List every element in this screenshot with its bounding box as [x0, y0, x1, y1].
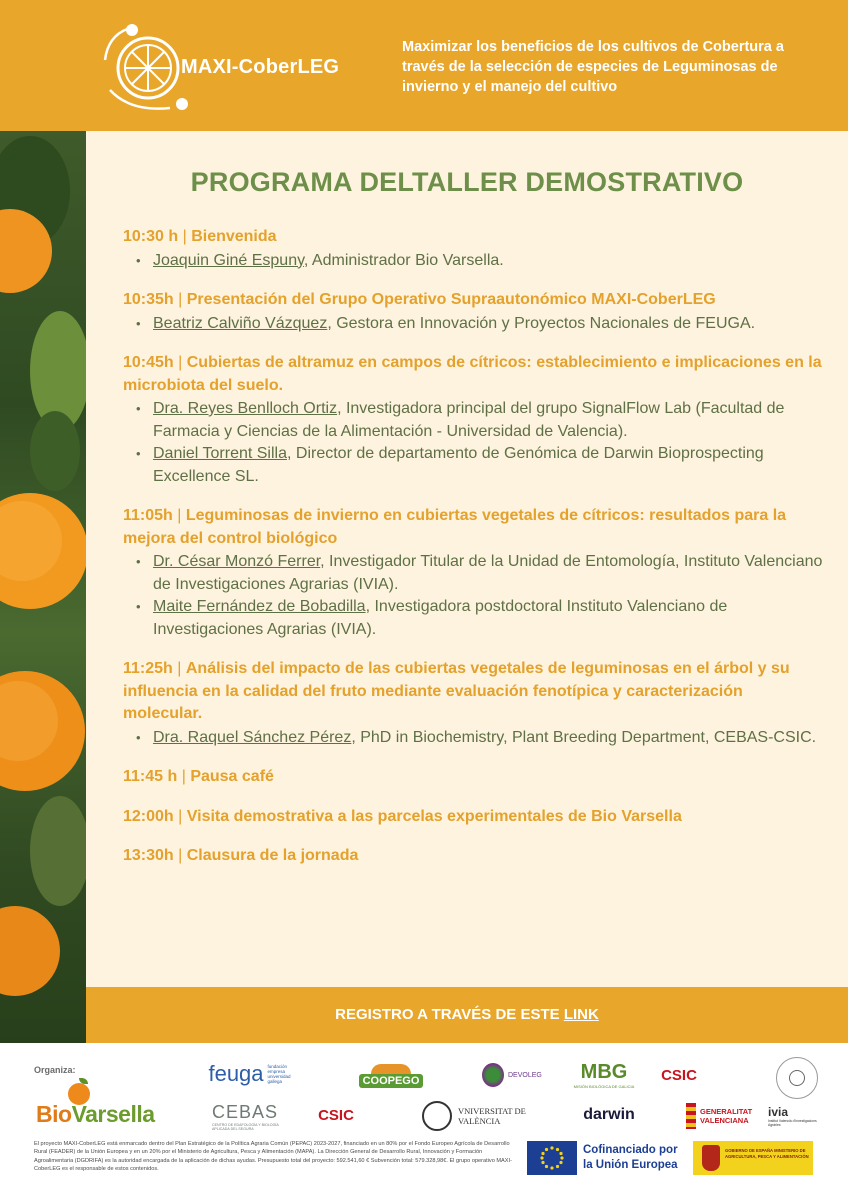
registration-link[interactable]: LINK: [563, 1006, 599, 1023]
agenda-item: [123, 658, 823, 749]
agenda-topic: Visita demostrativa a las parcelas experimentales de Bio Varsella: [186, 807, 682, 825]
generalitat-crest-icon: [686, 1103, 696, 1129]
agenda-item: [123, 505, 823, 641]
mbg-logo-text: MBG: [580, 1061, 628, 1083]
agenda-item: [123, 845, 823, 868]
agenda-time: 12:00h: [123, 807, 174, 825]
separator: |: [173, 291, 187, 308]
speaker-name-link[interactable]: Dr. César Monzó Ferrer: [153, 553, 321, 570]
organiza-label: Organiza:: [34, 1065, 76, 1075]
coopego-sun-icon: [371, 1064, 411, 1074]
agenda-item: [123, 352, 823, 488]
universitat-valencia-text: VNIVERSITAT DE VALÈNCIA: [458, 1106, 526, 1126]
universitat-valencia-logo: [422, 1099, 532, 1133]
biovarsella-varsella: Varsella: [71, 1101, 155, 1127]
speaker-role: , Investigador Titular de la Unidad de Entomología, Instituto Valenciano de Investigaciones Agrarias (IVIA).: [153, 553, 823, 593]
separator: |: [172, 507, 186, 524]
agenda-topic: Cubiertas de altramuz en campos de cítricos: establecimiento e implicaciones en la microbiota del suelo.: [123, 354, 822, 394]
cebas-logo: [212, 1101, 296, 1131]
orange-tree-photo: [0, 131, 86, 1043]
agenda-time: 10:45h: [123, 354, 174, 371]
cebas-logo-text: CEBAS: [212, 1101, 279, 1122]
agenda-list: [123, 226, 823, 885]
agenda-item-heading: [123, 289, 823, 312]
separator: |: [173, 354, 187, 371]
speaker-name-link[interactable]: Beatriz Calviño Vázquez: [153, 314, 328, 332]
agenda-time: 11:25h: [123, 660, 173, 677]
separator: |: [173, 847, 187, 864]
biovarsella-logo: [36, 1101, 155, 1128]
agenda-item-heading: [123, 766, 823, 789]
speaker-item: [123, 443, 823, 488]
footer: [0, 1043, 848, 1199]
speaker-name-link[interactable]: Joaquin Giné Espuny: [153, 251, 304, 269]
agenda-time: 10:35h: [123, 291, 174, 308]
separator: |: [178, 228, 192, 245]
speaker-item: [123, 551, 823, 596]
university-seal-icon: [422, 1101, 452, 1131]
ivia-logo-subtitle: Institut Valencià d'Investigacions Agràries: [768, 1119, 817, 1127]
speaker-role: , PhD in Biochemistry, Plant Breeding Department, CEBAS-CSIC.: [351, 728, 817, 746]
devoleg-seed-icon: [482, 1063, 504, 1087]
devoleg-logo: [482, 1061, 564, 1089]
speaker-item: [123, 250, 823, 273]
ivia-logo: [768, 1101, 818, 1131]
coopego-logo: [358, 1060, 424, 1092]
feuga-logo: [203, 1061, 303, 1087]
agenda-item-heading: [123, 352, 823, 397]
speaker-list: [123, 551, 823, 641]
agenda-topic: Bienvenida: [191, 228, 277, 245]
separator: |: [172, 660, 186, 677]
csic-logo-bottom: [300, 1103, 372, 1127]
agenda-topic: Pausa café: [190, 768, 274, 785]
agenda-time: 11:45 h: [123, 768, 178, 785]
agenda-item-heading: [123, 845, 823, 868]
agenda-item: [123, 289, 823, 335]
speaker-role: , Director de departamento de Genómica de Darwin Bioprospecting Excellence SL.: [153, 445, 764, 485]
speaker-name-link[interactable]: Dra. Reyes Benlloch Ortiz: [153, 400, 338, 417]
agenda-time: 13:30h: [123, 847, 174, 864]
agenda-item-heading: [123, 806, 823, 829]
speaker-role: , Gestora en Innovación y Proyectos Nacionales de FEUGA.: [327, 314, 756, 332]
speaker-role: , Investigadora postdoctoral Instituto Valenciano de Investigaciones Agrarias (IVIA).: [153, 598, 728, 638]
eu-line-1: Cofinanciado por: [583, 1144, 678, 1156]
speaker-role: , Administrador Bio Varsella.: [303, 251, 504, 269]
feuga-logo-text: feuga: [208, 1061, 264, 1086]
agenda-topic: Clausura de la jornada: [186, 847, 359, 864]
mbg-logo-subtitle: MISIÓN BIOLÓGICA DE GALICIA: [573, 1084, 635, 1089]
speaker-name-link[interactable]: Maite Fernández de Bobadilla: [153, 598, 366, 615]
cow-icon: [789, 1070, 805, 1086]
registration-text: REGISTRO A TRAVÉS DE ESTE: [335, 1006, 564, 1023]
speaker-item: [123, 596, 823, 641]
biovarsella-bio: Bio: [36, 1101, 72, 1127]
header-tagline: Maximizar los beneficios de los cultivos de Cobertura a través de la selección de especies de Leguminosas de invierno y el manejo del cultivo: [402, 39, 784, 95]
devoleg-partner-round-logo: [776, 1057, 818, 1099]
agenda-item: [123, 766, 823, 789]
devoleg-logo-text: DEVOLEG: [508, 1071, 542, 1079]
csic-logo-top: [645, 1063, 713, 1087]
page-title: PROGRAMA DELTALLER DEMOSTRATIVO: [190, 167, 744, 197]
coopego-logo-text: COOPEGO: [359, 1074, 424, 1088]
agenda-topic: Presentación del Grupo Operativo Supraautonómico MAXI-CoberLEG: [186, 291, 716, 308]
spain-crest-icon: [702, 1145, 720, 1171]
agenda-time: 11:05h: [123, 507, 173, 524]
eu-flag-icon: [527, 1141, 577, 1175]
eu-line-2: la Unión Europea: [583, 1159, 678, 1171]
speaker-list: [123, 727, 823, 750]
agenda-time: 10:30 h: [123, 228, 179, 245]
brand-name: MAXI-CoberLEG: [181, 56, 340, 78]
generalitat-text: GENERALITAT VALENCIANA: [700, 1107, 753, 1125]
ivia-logo-text: ivia: [768, 1105, 789, 1119]
funding-disclaimer: El proyecto MAXI-CoberLEG está enmarcado dentro del Plan Estratégico de la Política Agraria Común (PEPAC) 2023-2027, financiado en un 80% por el Fondo Europeo Agrícola de Desarrollo Rural (FEADER) de la Unión Europea y en un 20% por el Ministerio de Agricultura, Pesca y Alimentación (MAPA). La Dirección General de Desarrollo Rural, Innovación y Formación Agroalimentaria (DGDRIFA) es la autoridad encargada de la aplicación de dichas ayudas. Presupuesto total del proyecto: 592.541,60 € Subvención total: 579.328,98€. El grupo operativo MAXI-CoberLEG es el responsable de estos contenidos.: [34, 1141, 512, 1173]
darwin-logo-text: darwin: [583, 1106, 635, 1123]
agenda-topic: Leguminosas de invierno en cubiertas vegetales de cítricos: resultados para la mejora del control biológico: [123, 507, 787, 547]
agenda-item-heading: [123, 505, 823, 550]
agenda-item: [123, 226, 823, 272]
speaker-item: [123, 398, 823, 443]
speaker-role: , Investigadora principal del grupo SignalFlow Lab (Facultad de Farmacia y Ciencias de la Alimentación - Universidad de Valencia).: [153, 400, 785, 440]
agenda-item-heading: [123, 658, 823, 726]
agenda-topic: Análisis del impacto de las cubiertas vegetales de leguminosas en el árbol y su influencia en la calidad del fruto mediante evaluación fenotípica y caracterización molecular.: [123, 660, 790, 722]
speaker-item: [123, 313, 823, 336]
ministry-label: GOBIERNO DE ESPAÑA MINISTERIO DE AGRICULTURA, PESCA Y ALIMENTACIÓN: [725, 1148, 809, 1159]
agenda-item-heading: [123, 226, 823, 249]
speaker-name-link[interactable]: Dra. Raquel Sánchez Pérez: [153, 728, 352, 746]
separator: |: [173, 807, 187, 825]
csic-logo-bottom-text: CSIC: [318, 1106, 354, 1124]
separator: |: [177, 768, 191, 785]
speaker-list: [123, 250, 823, 273]
speaker-name-link[interactable]: Daniel Torrent Silla: [153, 445, 287, 462]
speaker-item: [123, 727, 823, 750]
registration-bar: [86, 987, 848, 1043]
generalitat-valenciana-logo: [686, 1101, 766, 1131]
speaker-list: [123, 313, 823, 336]
header-banner: [0, 0, 848, 131]
csic-logo-top-text: CSIC: [661, 1066, 697, 1084]
agenda-item: [123, 806, 823, 829]
speaker-list: [123, 398, 823, 488]
cebas-logo-subtitle: CENTRO DE EDAFOLOGÍA Y BIOLOGÍA APLICADA DEL SEGURA: [212, 1122, 279, 1131]
mbg-logo: [567, 1059, 641, 1091]
feuga-logo-subtitle: fundación empresa universidad gallega: [267, 1064, 291, 1084]
eu-cofinanced-label: [583, 1143, 678, 1173]
darwin-logo: [574, 1103, 644, 1127]
